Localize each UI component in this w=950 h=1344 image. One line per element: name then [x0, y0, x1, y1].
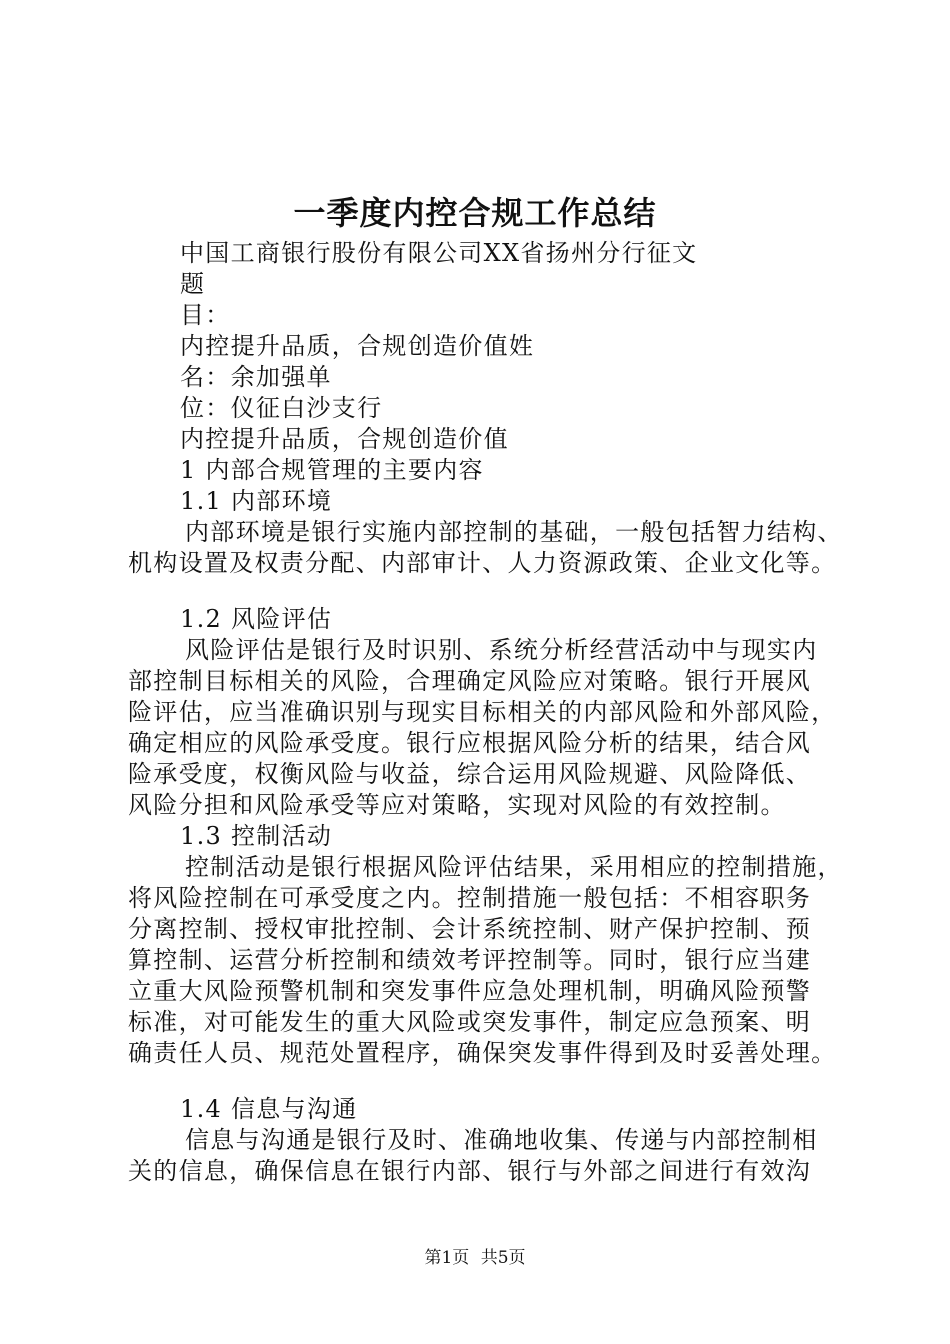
section-heading: 1.4 信息与沟通 — [180, 1095, 358, 1123]
document-title: 一季度内控合规工作总结 — [293, 194, 657, 232]
paragraph-line: 险评估，应当准确识别与现实目标相关的内部风险和外部风险， — [128, 698, 837, 726]
header-line: 题 — [180, 270, 206, 298]
header-line: 内控提升品质，合规创造价值姓 — [180, 332, 535, 360]
page-number: 第1页 — [424, 1248, 470, 1268]
paragraph-line: 立重大风险预警机制和突发事件应急处理机制，明确风险预警 — [128, 977, 812, 1005]
paragraph-line: 信息与沟通是银行及时、准确地收集、传递与内部控制相 — [185, 1126, 818, 1154]
section-heading: 1.3 控制活动 — [180, 822, 333, 850]
paragraph-line: 控制活动是银行根据风险评估结果，采用相应的控制措施， — [185, 853, 843, 881]
section-heading: 1.1 内部环境 — [180, 487, 333, 515]
paragraph-line: 将风险控制在可承受度之内。控制措施一般包括：不相容职务 — [128, 884, 812, 912]
section-heading: 1.2 风险评估 — [180, 605, 333, 633]
paragraph-line: 部控制目标相关的风险，合理确定风险应对策略。银行开展风 — [128, 667, 812, 695]
section-heading: 1 内部合规管理的主要内容 — [180, 456, 484, 484]
paragraph-line: 风险评估是银行及时识别、系统分析经营活动中与现实内 — [185, 636, 818, 664]
paragraph-line: 险承受度，权衡风险与收益，综合运用风险规避、风险降低、 — [128, 760, 812, 788]
paragraph-line: 内部环境是银行实施内部控制的基础，一般包括智力结构、 — [185, 518, 843, 546]
header-line: 内控提升品质，合规创造价值 — [180, 425, 509, 453]
header-line: 位：仪征白沙支行 — [180, 394, 383, 422]
paragraph-line: 确定相应的风险承受度。银行应根据风险分析的结果，结合风 — [128, 729, 812, 757]
paragraph-line: 风险分担和风险承受等应对策略，实现对风险的有效控制。 — [128, 791, 786, 819]
header-line: 中国工商银行股份有限公司XX省扬州分行征文 — [180, 239, 698, 267]
paragraph-line: 关的信息，确保信息在银行内部、银行与外部之间进行有效沟 — [128, 1157, 812, 1185]
paragraph-line: 机构设置及权责分配、内部审计、人力资源政策、企业文化等。 — [128, 549, 837, 577]
page-footer — [0, 1243, 950, 1268]
header-line: 目： — [180, 301, 231, 329]
paragraph-line: 确责任人员、规范处置程序，确保突发事件得到及时妥善处理。 — [128, 1039, 837, 1067]
paragraph-line: 分离控制、授权审批控制、会计系统控制、财产保护控制、预 — [128, 915, 812, 943]
header-line: 名：余加强单 — [180, 363, 332, 391]
paragraph-line: 标准，对可能发生的重大风险或突发事件，制定应急预案、明 — [128, 1008, 812, 1036]
paragraph-line: 算控制、运营分析控制和绩效考评控制等。同时，银行应当建 — [128, 946, 812, 974]
page-total: 共5页 — [480, 1248, 526, 1268]
